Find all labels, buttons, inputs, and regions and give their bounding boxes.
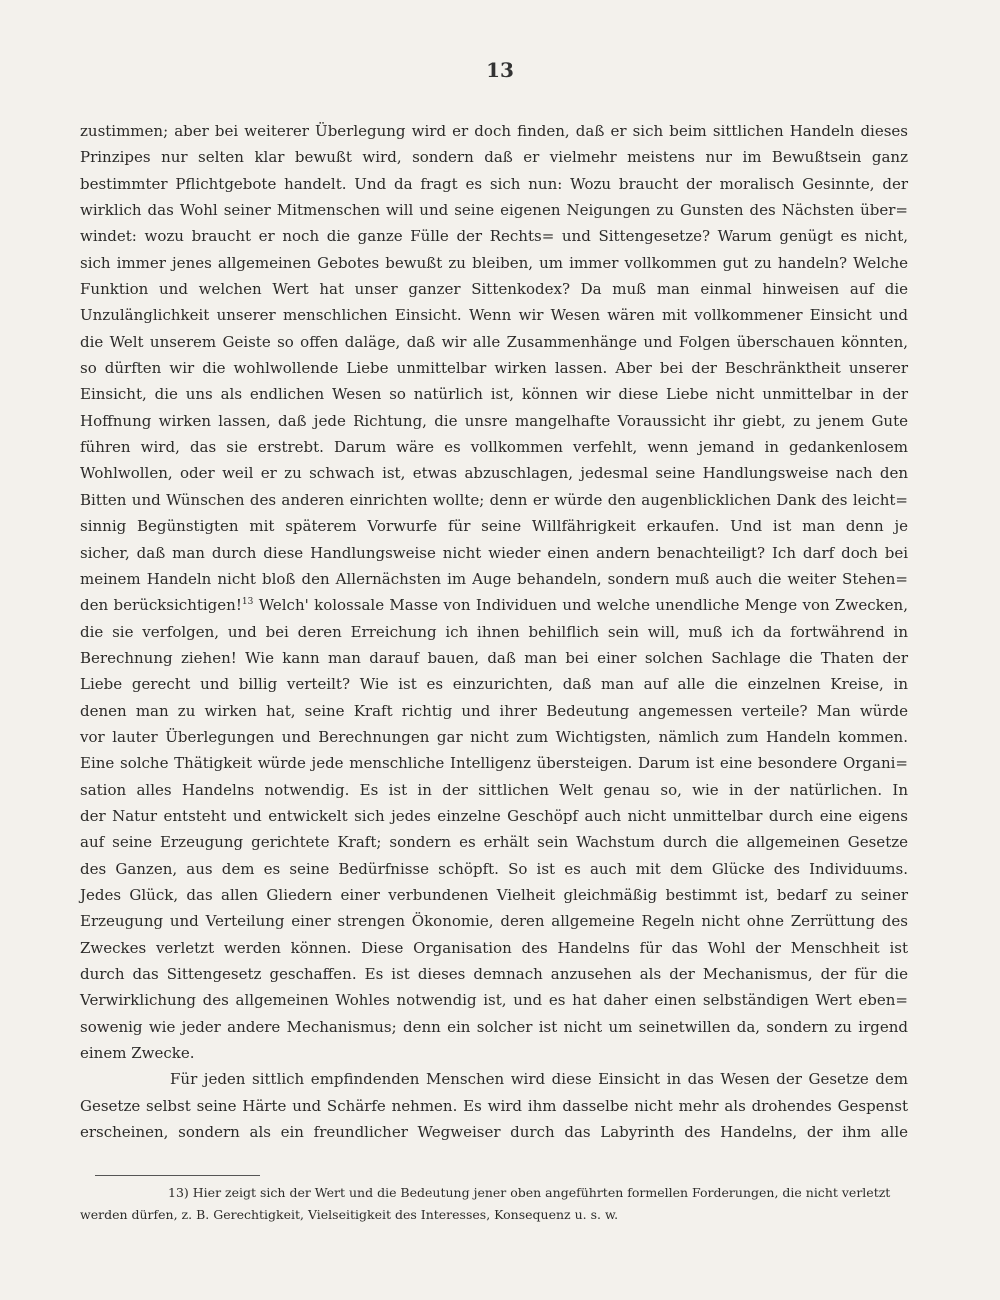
text-line: bestimmter Pflichtgebote handelt. Und da fragt es sich nun: Wozu braucht der moralisch Gesinnte, der <box>80 174 908 193</box>
text-line: Für jeden sittlich empfindenden Menschen wird diese Einsicht in das Wesen der Gesetze dem <box>170 1070 908 1089</box>
text-line: so dürften wir die wohlwollende Liebe unmittelbar wirken lassen. Aber bei der Beschränktheit unserer <box>80 359 908 378</box>
text-line: die sie verfolgen, und bei deren Erreichung ich ihnen behilflich sein will, muß ich da fortwährend in <box>80 622 908 641</box>
text-line: erscheinen, sondern als ein freundlicher Wegweiser durch das Labyrinth des Handelns, der ihm alle <box>80 1123 908 1142</box>
text-line: Eine solche Thätigkeit würde jede menschliche Intelligenz übersteigen. Darum ist eine besondere Organi= <box>80 754 908 773</box>
text-line: durch das Sittengesetz geschaffen. Es ist dieses demnach anzusehen als der Mechanismus, der für die <box>80 965 908 983</box>
text-line: Funktion und welchen Wert hat unser ganzer Sittenkodex? Da muß man einmal hinweisen auf die <box>80 280 908 299</box>
text-line: denen man zu wirken hat, seine Kraft richtig und ihrer Bedeutung angemessen verteile? Man würde <box>80 701 908 720</box>
text-line: Wohlwollen, oder weil er zu schwach ist, etwas abzuschlagen, jedesmal seine Handlungsweise nach den <box>80 464 908 483</box>
text-line: Gesetze selbst seine Härte und Schärfe nehmen. Es wird ihm dasselbe nicht mehr als drohendes Gespenst <box>80 1096 908 1115</box>
text-line: Liebe gerecht und billig verteilt? Wie ist es einzurichten, daß man auf alle die einzelnen Kreise, in <box>80 675 908 694</box>
footnote <box>80 1182 908 1226</box>
text-line: einem Zwecke. <box>80 1044 195 1063</box>
text-line: des Ganzen, aus dem es seine Bedürfnisse schöpft. So ist es auch mit dem Glücke des Individuums. <box>80 859 908 878</box>
text-line: sich immer jenes allgemeinen Gebotes bewußt zu bleiben, um immer vollkommen gut zu handeln? Welche <box>80 253 908 272</box>
footnote-text: Hier zeigt sich der Wert und die Bedeutung jener oben angeführten formellen Forderungen, die nicht verletzt <box>192 1185 891 1200</box>
footnote-reference[interactable]: 13 <box>241 597 254 608</box>
text-line: sation alles Handelns notwendig. Es ist in der sittlichen Welt genau so, wie in der natürlichen. In <box>80 780 908 799</box>
footnote-line <box>80 1182 908 1204</box>
text-line: zustimmen; aber bei weiterer Überlegung wird er doch finden, daß er sich beim sittlichen Handeln dieses <box>80 122 908 140</box>
text-line: Hoffnung wirken lassen, daß jede Richtung, die unsre mangelhafte Voraussicht ihr giebt, zu jenem Gute <box>80 411 908 430</box>
text-line: Bitten und Wünschen des anderen einrichten wollte; denn er würde den augenblicklichen Dank des leicht= <box>80 490 908 509</box>
text-line: Zweckes verletzt werden können. Diese Organisation des Handelns für das Wohl der Menschheit ist <box>80 938 908 957</box>
text-line: sinnig Begünstigten mit späterem Vorwurfe für seine Willfährigkeit erkaufen. Und ist man denn je <box>80 517 908 536</box>
text-line: der Natur entsteht und entwickelt sich jedes einzelne Geschöpf auch nicht unmittelbar durch eine eigens <box>80 806 908 825</box>
text-segment: Welch' kolossale Masse von Individuen und welche unendliche Menge von Zwecken, <box>258 596 908 615</box>
text-line: auf seine Erzeugung gerichtete Kraft; sondern es erhält sein Wachstum durch die allgemeinen Gesetze <box>80 833 908 852</box>
page-number: 13 <box>486 58 514 82</box>
footnote-line: werden dürfen, z. B. Gerechtigkeit, Vielseitigkeit des Interesses, Konsequenz u. s. w. <box>80 1207 619 1222</box>
text-line: sowenig wie jeder andere Mechanismus; denn ein solcher ist nicht um seinetwillen da, sondern zu irgend <box>80 1017 908 1036</box>
text-line: Einsicht, die uns als endlichen Wesen so natürlich ist, können wir diese Liebe nicht unmittelbar in der <box>80 385 908 404</box>
text-line: führen wird, das sie erstrebt. Darum wäre es vollkommen verfehlt, wenn jemand in gedankenlosem <box>80 438 908 457</box>
text-line: meinem Handeln nicht bloß den Allernächsten im Auge behandeln, sondern muß auch die weiter Stehen= <box>80 569 908 588</box>
text-line: Verwirklichung des allgemeinen Wohles notwendig ist, und es hat daher einen selbständigen Wert eben= <box>80 991 908 1010</box>
text-line: windet: wozu braucht er noch die ganze Fülle der Rechts= und Sittengesetze? Warum genügt es nicht, <box>80 227 908 246</box>
text-line: Unzulänglichkeit unserer menschlichen Einsicht. Wenn wir Wesen wären mit vollkommener Einsicht und <box>80 306 908 325</box>
text-line: sicher, daß man durch diese Handlungsweise nicht wieder einen andern benachteiligt? Ich darf doch bei <box>80 543 908 562</box>
footnote-marker: 13) <box>168 1185 189 1200</box>
text-line: Erzeugung und Verteilung einer strengen Ökonomie, deren allgemeine Regeln nicht ohne Zerrüttung des <box>80 912 908 931</box>
body-text <box>80 118 908 1145</box>
text-line-with-footnote <box>80 592 908 618</box>
text-line: vor lauter Überlegungen und Berechnungen gar nicht zum Wichtigsten, nämlich zum Handeln kommen. <box>80 727 908 746</box>
footnote-divider <box>95 1175 260 1176</box>
text-segment: den berücksichtigen! <box>80 596 242 615</box>
text-line: wirklich das Wohl seiner Mitmenschen will und seine eigenen Neigungen zu Gunsten des Nächsten über= <box>80 201 908 220</box>
text-line: Prinzipes nur selten klar bewußt wird, sondern daß er vielmehr meistens nur im Bewußtsein ganz <box>80 148 908 167</box>
text-line: Jedes Glück, das allen Gliedern einer verbundenen Vielheit gleichmäßig bestimmt ist, bedarf zu seiner <box>80 885 908 904</box>
text-line: die Welt unserem Geiste so offen daläge, daß wir alle Zusammenhänge und Folgen überschauen könnten, <box>80 332 908 351</box>
text-line: Berechnung ziehen! Wie kann man darauf bauen, daß man bei einer solchen Sachlage die Thaten der <box>80 648 908 667</box>
